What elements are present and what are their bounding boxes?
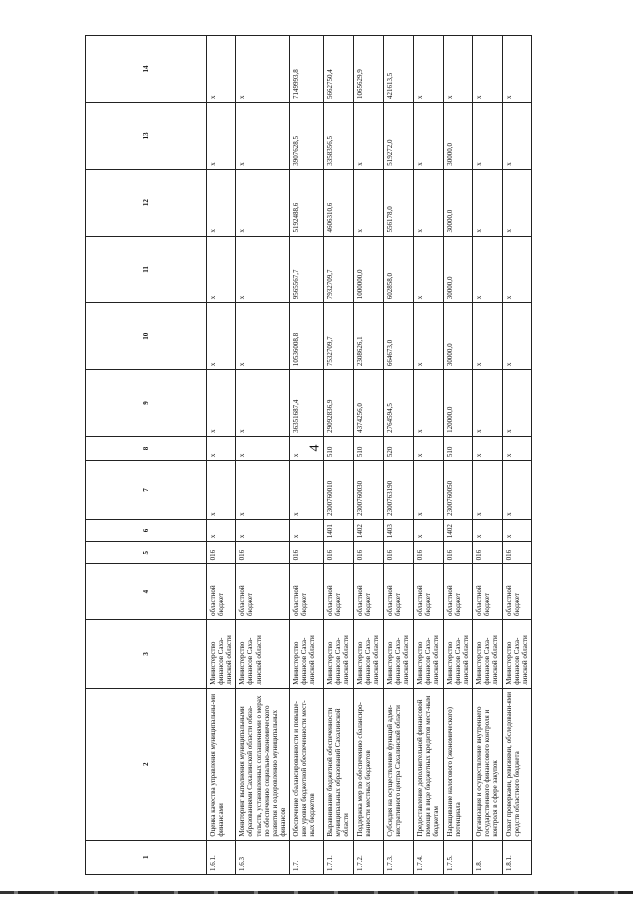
table-cell: х xyxy=(502,519,531,541)
table-cell: х xyxy=(413,169,443,236)
table-cell: 5192488,6 xyxy=(289,169,323,236)
table-cell: х xyxy=(413,370,443,437)
table-cell: х xyxy=(502,461,531,520)
table-cell: Министерство финансов Саха-линской области xyxy=(383,619,413,688)
table-cell: 519272,0 xyxy=(383,102,413,169)
table-cell: 2764594,5 xyxy=(383,370,413,437)
table-cell: х xyxy=(443,36,472,103)
table-cell: областной бюджет xyxy=(413,564,443,620)
table-cell: х xyxy=(502,169,531,236)
table-cell: 29092836,9 xyxy=(323,370,353,437)
measure-name-cell: Организация и осуществление внутреннего государственного финансового контроля и контроля в сфере закупок xyxy=(472,688,502,840)
table-cell: х xyxy=(472,436,502,460)
table-cell: х xyxy=(236,370,289,437)
table-cell: х xyxy=(207,436,236,460)
table-cell: 120000,0 xyxy=(443,370,472,437)
table-cell: 10536008,8 xyxy=(289,303,323,370)
table-cell: х xyxy=(236,436,289,460)
table-cell: х xyxy=(413,236,443,303)
table-cell: 602858,0 xyxy=(383,236,413,303)
table-cell: х xyxy=(413,102,443,169)
row-number-cell: 1.6.3 xyxy=(236,840,289,874)
measure-name-cell: Мониторинг выполнения муниципальными образованиями Сахалинской области обяза-тельств, установленных соглашениями о мерах по обеспечению социально-экономического развития и оздоровлению муниципальных финансов xyxy=(236,688,289,840)
header-cell: 12 xyxy=(86,169,207,236)
row-number-cell: 1.7.4. xyxy=(413,840,443,874)
table-cell: 30000,0 xyxy=(443,169,472,236)
table-cell: 421613,5 xyxy=(383,36,413,103)
table-cell: областной бюджет xyxy=(383,564,413,620)
table-cell: 2308626,1 xyxy=(353,303,383,370)
measure-name-cell: Предоставление дополнительной финансовой помощи в виде бюджетных кредитов мест-ным бюджетам xyxy=(413,688,443,840)
row-number-cell: 1.8.1. xyxy=(502,840,531,874)
table-cell: 3358356,5 xyxy=(323,102,353,169)
table-cell: Министерство финансов Саха-линской области xyxy=(289,619,323,688)
table-cell: х xyxy=(472,236,502,303)
table-cell: 4374256,0 xyxy=(353,370,383,437)
table-cell: х xyxy=(353,102,383,169)
table-cell: 1065629,9 xyxy=(353,36,383,103)
table-cell: областной бюджет xyxy=(289,564,323,620)
table-cell: 016 xyxy=(502,542,531,564)
header-cell: 5 xyxy=(86,542,207,564)
table-cell: 2300760050 xyxy=(443,461,472,520)
table-cell: 510 xyxy=(353,436,383,460)
table-cell: х xyxy=(472,519,502,541)
row-number-cell: 1.7.5. xyxy=(443,840,472,874)
table-cell: х xyxy=(236,169,289,236)
table-cell: х xyxy=(207,36,236,103)
table-cell: Министерство финансов Саха-линской области xyxy=(472,619,502,688)
table-cell: х xyxy=(472,461,502,520)
table-cell: 1000000,0 xyxy=(353,236,383,303)
table-cell: Министерство финансов Саха-линской области xyxy=(413,619,443,688)
table-row xyxy=(502,36,531,875)
table-header-row xyxy=(86,36,207,875)
table-cell: Министерство финансов Саха-линской области xyxy=(353,619,383,688)
table-cell: 30000,0 xyxy=(443,236,472,303)
table-cell: х xyxy=(207,303,236,370)
table-cell: Министерство финансов Саха-линской области xyxy=(207,619,236,688)
table-cell: 2300760030 xyxy=(353,461,383,520)
table-cell: областной бюджет xyxy=(472,564,502,620)
table-cell: 1402 xyxy=(353,519,383,541)
table-cell: х xyxy=(353,169,383,236)
table-cell: 4606310,6 xyxy=(323,169,353,236)
row-number-cell: 1.7.1. xyxy=(323,840,353,874)
table-cell: х xyxy=(207,370,236,437)
table-cell: х xyxy=(207,519,236,541)
table-cell: 1403 xyxy=(383,519,413,541)
header-cell: 7 xyxy=(86,461,207,520)
table-cell: х xyxy=(289,461,323,520)
header-cell: 9 xyxy=(86,370,207,437)
row-number-cell: 1.7.3. xyxy=(383,840,413,874)
table-cell: 9565567,7 xyxy=(289,236,323,303)
table-cell: областной бюджет xyxy=(443,564,472,620)
table-cell: х xyxy=(413,436,443,460)
table-row xyxy=(383,36,413,875)
header-cell: 10 xyxy=(86,303,207,370)
table-cell: 016 xyxy=(472,542,502,564)
table-cell: 016 xyxy=(413,542,443,564)
table-cell: 2300760010 xyxy=(323,461,353,520)
header-cell: 13 xyxy=(86,102,207,169)
table-cell: 016 xyxy=(236,542,289,564)
table-row xyxy=(207,36,236,875)
table-cell: х xyxy=(236,102,289,169)
table-cell: 1402 xyxy=(443,519,472,541)
header-cell: 8 xyxy=(86,436,207,460)
row-number-cell: 1.7. xyxy=(289,840,323,874)
table-cell: 36351687,4 xyxy=(289,370,323,437)
table-cell: 016 xyxy=(383,542,413,564)
table-cell: Министерство финансов Саха-линской области xyxy=(443,619,472,688)
header-cell: 2 xyxy=(86,688,207,840)
table-row xyxy=(443,36,472,875)
table-cell: х xyxy=(502,370,531,437)
table-cell: 7149993,8 xyxy=(289,36,323,103)
measure-name-cell: Охват проверками, ревизиями, обследовани-ями средств областного бюджета xyxy=(502,688,531,840)
table-cell: х xyxy=(207,461,236,520)
table-cell: 510 xyxy=(443,436,472,460)
table-cell: областной бюджет xyxy=(353,564,383,620)
table-cell: 7532709,7 xyxy=(323,303,353,370)
table-cell: Министерство финансов Саха-линской области xyxy=(236,619,289,688)
table-cell: х xyxy=(502,36,531,103)
table-cell: х xyxy=(289,519,323,541)
table-row xyxy=(353,36,383,875)
table-cell: 016 xyxy=(443,542,472,564)
table-cell: х xyxy=(236,36,289,103)
table-cell: х xyxy=(502,102,531,169)
table-cell: х xyxy=(236,236,289,303)
header-cell: 14 xyxy=(86,36,207,103)
header-cell: 4 xyxy=(86,564,207,620)
header-cell: 3 xyxy=(86,619,207,688)
table-cell: х xyxy=(207,169,236,236)
table-cell: 30000,0 xyxy=(443,303,472,370)
table-cell: 016 xyxy=(207,542,236,564)
table-cell: 664673,0 xyxy=(383,303,413,370)
table-cell: х xyxy=(472,102,502,169)
table-cell: х xyxy=(502,436,531,460)
table-cell: х xyxy=(236,461,289,520)
header-cell: 6 xyxy=(86,519,207,541)
table-cell: х xyxy=(502,303,531,370)
table-row xyxy=(289,36,323,875)
table-cell: 016 xyxy=(323,542,353,564)
table-cell: х xyxy=(207,236,236,303)
table-cell: 2300763190 xyxy=(383,461,413,520)
table-cell: Министерство финансов Саха-линской области xyxy=(502,619,531,688)
table-cell: 30000,0 xyxy=(443,102,472,169)
table-row xyxy=(236,36,289,875)
table-cell: 5662750,4 xyxy=(323,36,353,103)
rotated-table-wrapper xyxy=(85,35,532,875)
table-cell: 016 xyxy=(289,542,323,564)
table-row xyxy=(323,36,353,875)
table-cell: х xyxy=(413,303,443,370)
measure-name-cell: Выравнивание бюджетной обеспеченности муниципальных образований Сахалинской области xyxy=(323,688,353,840)
table-cell: х xyxy=(413,461,443,520)
table-cell: областной бюджет xyxy=(236,564,289,620)
table-cell: 016 xyxy=(353,542,383,564)
table-cell: 7932709,7 xyxy=(323,236,353,303)
table-cell: х xyxy=(413,36,443,103)
measure-name-cell: Поддержка мер по обеспечению сбалансиро-ванности местных бюджетов xyxy=(353,688,383,840)
table-cell: х xyxy=(502,236,531,303)
table-cell: х xyxy=(472,169,502,236)
table-cell: х xyxy=(413,519,443,541)
table-cell: х xyxy=(472,370,502,437)
table-cell: 510 xyxy=(323,436,353,460)
table-cell: областной бюджет xyxy=(207,564,236,620)
table-cell: х xyxy=(472,36,502,103)
table-cell: 3907628,5 xyxy=(289,102,323,169)
row-number-cell: 1.7.2. xyxy=(353,840,383,874)
table-cell: областной бюджет xyxy=(502,564,531,620)
table-cell: х xyxy=(289,436,323,460)
table-cell: 556178,0 xyxy=(383,169,413,236)
table-cell: х xyxy=(207,102,236,169)
table-cell: х xyxy=(236,519,289,541)
page-number: 4 xyxy=(307,444,323,452)
table-cell: х xyxy=(472,303,502,370)
measure-name-cell: Оценка качества управления муниципальны-ми финансами xyxy=(207,688,236,840)
table-cell: 520 xyxy=(383,436,413,460)
table-cell: областной бюджет xyxy=(323,564,353,620)
row-number-cell: 1.8. xyxy=(472,840,502,874)
table-row xyxy=(472,36,502,875)
table-cell: х xyxy=(236,303,289,370)
header-cell: 11 xyxy=(86,236,207,303)
table-row xyxy=(413,36,443,875)
header-cell: 1 xyxy=(86,840,207,874)
measure-name-cell: Обеспечение сбалансированности и повыше-ние уровня бюджетной обеспеченности мест-ных бюджетов xyxy=(289,688,323,840)
program-measures-table xyxy=(85,35,532,875)
table-cell: Министерство финансов Саха-линской области xyxy=(323,619,353,688)
measure-name-cell: Наращивание налогового (экономического) потенциала xyxy=(443,688,472,840)
row-number-cell: 1.6.1. xyxy=(207,840,236,874)
scan-edge-line xyxy=(0,891,633,894)
table-cell: 1401 xyxy=(323,519,353,541)
measure-name-cell: Субсидия на осуществление функций адми-нистративного центра Сахалинской области xyxy=(383,688,413,840)
